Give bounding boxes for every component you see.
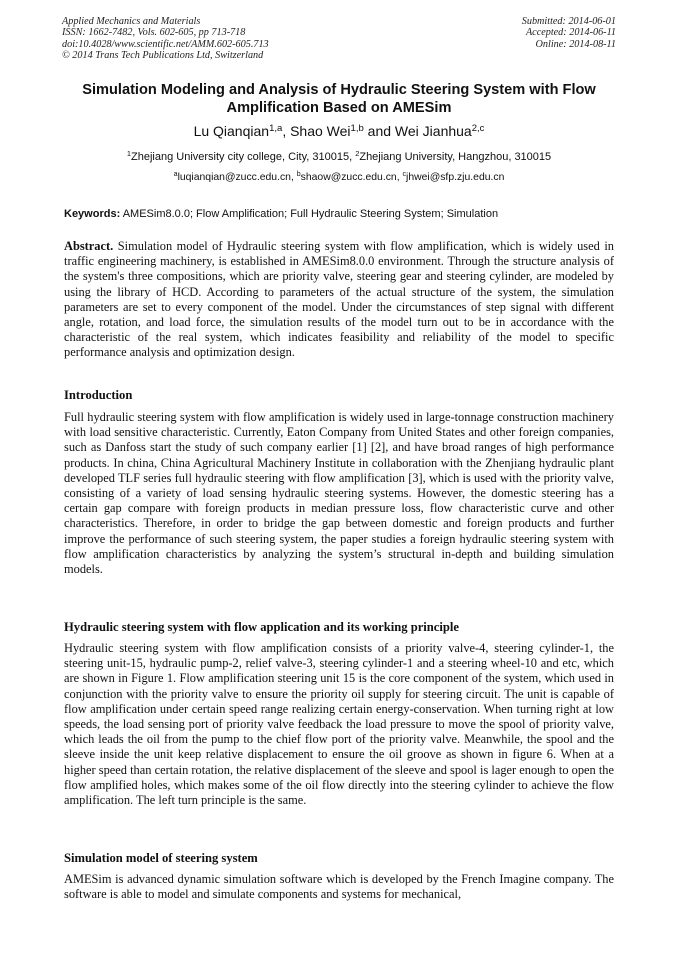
author-affil-mark: 1,a [269,122,283,134]
author-name: Lu Qianqian [193,123,270,139]
email-link[interactable]: jhwei@sfp.zju.edu.cn [406,172,505,183]
date-online: Online: 2014-08-11 [535,38,616,50]
section-heading: Simulation model of steering system [64,851,258,865]
keywords-label: Keywords: [64,208,121,220]
email-mark: a [173,171,178,179]
date-accepted: Accepted: 2014-06-11 [525,27,616,39]
email-mark: b [296,171,301,179]
email-link[interactable]: luqianqian@zucc.edu.cn [177,172,291,183]
email-mark: c [402,171,407,179]
author-name: Shao Wei [290,123,351,139]
author-list [40,122,638,140]
affiliations [40,150,638,164]
journal-issn: ISSN: 1662-7482, Vols. 602-605, pp 713-718 [62,27,246,39]
keywords-text: AMESim8.0.0; Flow Amplification; Full Hydraulic Steering System; Simulation [122,208,499,220]
affiliation-2: Zhejiang University, Hangzhou, 310015 [359,151,552,163]
date-submitted: Submitted: 2014-06-01 [521,16,616,27]
journal-copyright: © 2014 Trans Tech Publications Ltd, Switzerland [62,50,264,62]
section-heading: Introduction [64,388,133,402]
section-paragraph: AMESim is advanced dynamic simulation software which is developed by the French Imagine company. The software is able to model and simulate components and systems for mechanical, [64,872,614,902]
journal-header [62,16,269,62]
journal-doi: doi:10.4028/www.scientific.net/AMM.602-605.713 [62,38,269,50]
affil-mark: 1 [126,148,131,158]
affil-mark: 2 [355,148,360,158]
author-emails [40,171,638,184]
author-separator: , [282,123,291,139]
abstract [64,239,614,361]
section-heading: Hydraulic steering system with flow application and its working principle [64,620,459,634]
email-separator: , [396,172,403,183]
email-link[interactable]: shaow@zucc.edu.cn [300,172,397,183]
author-affil-mark: 1,b [350,122,364,134]
section-paragraph: Hydraulic steering system with flow amplification consists of a priority valve-4, steering cylinder-1, the steering unit-15, hydraulic pump-2, relief valve-3, steering cylinder-1 and a steering wheel-10 and etc, which are shown in Figure 1. Flow amplification steering unit 15 is the core component of the system, which used in conjunction with the priority valve to ensure the priority oil supply for steering circuit. The unit is capable of flow amplification under certain speed range realizing certain energy-conservation. When turning right at low speeds, the load sensing port of priority valve feedback the load pressure to move the spool of priority valve, which leads the oil from the pump to the chief flow port of the priority valve. Meanwhile, the spool and the sleeve inside the unit keep relative displacement to ensure the oil groove as shown in figure 6. When at a higher speed than certain rotation, the relative displacement of the sleeve and spool is lager enough to open the flow amplified holes, which makes some of the oil flow directly into the steering cylinder to achieve the flow amplification. The left turn principle is the same. [64,641,614,808]
email-separator: , [290,172,297,183]
section-paragraph: Full hydraulic steering system with flow amplification is widely used in large-tonnage construction machinery with load sensitive characteristic. Currently, Eaton Company from United States and other foreign companies, such as Danfoss start the study of such company earlier [1] [2], and have broad ranges of high performance products. In china, China Agricultural Machinery Institute in collaboration with the Zhenjiang hydraulic plant developed TLF series full hydraulic steering with flow amplification [3], which is used with the priority valve, consisting of a variety of load sensing hydraulic steering systems. However, the domestic steering has a certain gap compare with foreign products in median pressure loss, flow characteristic curve and other characteristics. Therefore, in order to bridge the gap between domestic and foreign products and further improve the performance of such steering system, the paper studies a foreign hydraulic steering system with flow amplification characteristics by analyzing the system’s structural in-depth and building simulation models. [64,410,614,577]
keywords [64,207,616,221]
abstract-label: Abstract. [64,239,114,253]
author-name: Wei Jianhua [394,123,472,139]
affiliation-1: Zhejiang University city college, City, 310015, [131,151,356,163]
author-affil-mark: 2,c [471,122,485,134]
journal-name: Applied Mechanics and Materials [62,16,201,27]
publication-dates [522,16,616,50]
author-joiner: and [363,123,395,139]
paper-title: Simulation Modeling and Analysis of Hydraulic Steering System with Flow Amplification Based on AMESim [82,82,596,116]
abstract-text: Simulation model of Hydraulic steering system with flow amplification, which is widely used in traffic engineering machinery, is established in AMESim8.0.0 environment. Through the structure analysis of the system's three compositions, which are priority valve, steering gear and steering cylinder, are modeled by using the library of HCD. According to parameters of the actual structure of the system, the simulation parameters are set to every component of the model. Under the circumstances of step signal with different angle, rotation, and load force, the simulation results of the model turn out to be in accordance with the characteristic of the real system, which indicates feasibility and reliability of the model to specific performance analysis and optimization design. [64,239,614,360]
